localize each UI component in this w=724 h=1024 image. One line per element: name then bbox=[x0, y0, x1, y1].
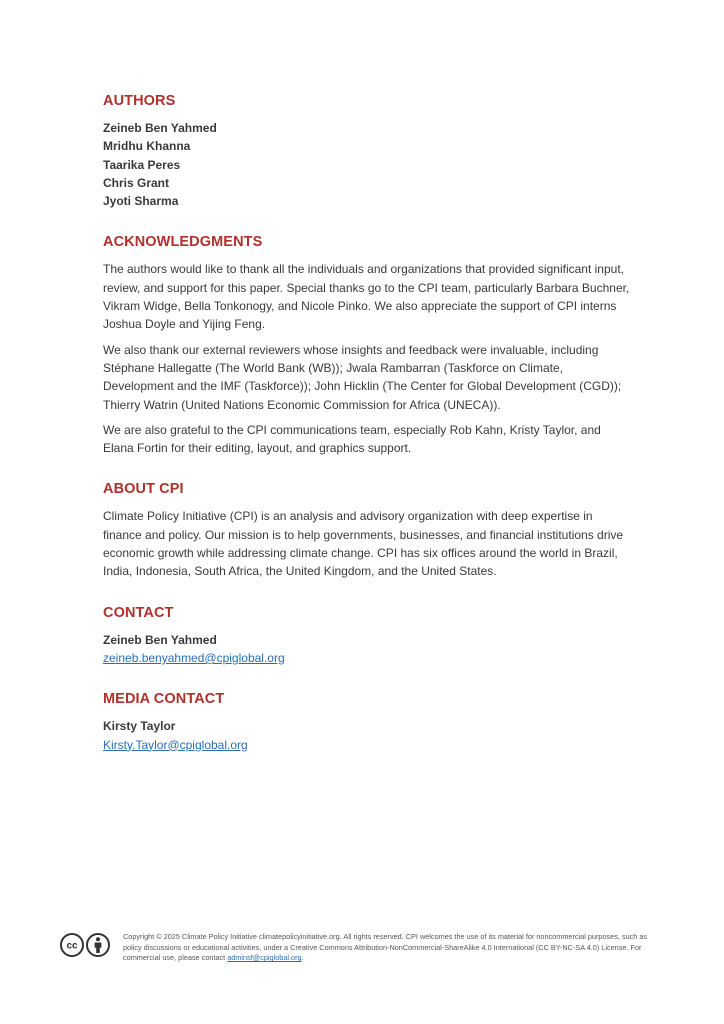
license-statement: Copyright © 2025 Climate Policy Initiative climatepolicyinitiative.org. All rights reserved. CPI welcomes the use of its material for noncommercial purposes, such as policy discussions or educational activities, under a Creative Commons Attribution-NonCommercial-ShareAlike 4.0 International (CC BY-NC-SA 4.0) License. For commercial use, please contact bbox=[123, 932, 648, 963]
license-text bbox=[123, 932, 659, 964]
about-section bbox=[103, 479, 633, 580]
contact-section bbox=[103, 603, 633, 668]
license-email-link[interactable]: adminsf@cpiglobal.org bbox=[227, 953, 302, 963]
cc-symbol: cc bbox=[66, 940, 78, 952]
author-name: Zeineb Ben Yahmed bbox=[103, 121, 217, 135]
author-name: Chris Grant bbox=[103, 175, 170, 190]
contact-email-link[interactable]: zeineb.benyahmed@cpiglobal.org bbox=[103, 650, 285, 665]
authors-list bbox=[103, 119, 633, 210]
authors-section bbox=[103, 91, 633, 210]
footer bbox=[60, 932, 660, 972]
contact-heading: CONTACT bbox=[103, 604, 174, 621]
acknowledgments-paragraph: We also thank our external reviewers whose insights and feedback were invaluable, including Stéphane Hallegatte (The World Bank (WB)); Jwala Rambarran (Taskforce on Climate, Development and the IMF (Taskforce)); John Hicklin (The Center for Global Development (CGD)); Thierry Watrin (United Nations Economic Commission for Africa (UNECA)). bbox=[103, 342, 622, 412]
media-contact-section bbox=[103, 689, 633, 754]
acknowledgments-section bbox=[103, 232, 633, 457]
creative-commons-logo bbox=[60, 932, 112, 958]
acknowledgments-paragraph: We are also grateful to the CPI communications team, especially Rob Kahn, Kristy Taylor, and Elana Fortin for their editing, layout, and graphics support. bbox=[103, 422, 601, 456]
about-paragraph: Climate Policy Initiative (CPI) is an analysis and advisory organization with deep expertise in finance and policy. Our mission is to help governments, businesses, and financial institutions drive economic growth while addressing climate change. CPI has six offices around the world in Brazil, India, Indonesia, South Africa, the United Kingdom, and the United States. bbox=[103, 509, 624, 579]
acknowledgments-paragraph: The authors would like to thank all the individuals and organizations that provided significant input, review, and support for this paper. Special thanks go to the CPI team, particularly Barbara Buchner, Vikram Widge, Bella Tonkonogy, and Nicole Pinko. We also appreciate the support of CPI interns Joshua Doyle and Yijing Feng. bbox=[103, 262, 630, 332]
contact-name: Zeineb Ben Yahmed bbox=[103, 632, 217, 647]
media-contact-email-link[interactable]: Kirsty.Taylor@cpiglobal.org bbox=[103, 737, 248, 752]
author-name: Taarika Peres bbox=[103, 157, 181, 172]
authors-heading: AUTHORS bbox=[103, 93, 176, 109]
about-heading: ABOUT CPI bbox=[103, 481, 184, 498]
document-page bbox=[103, 91, 633, 776]
author-name: Mridhu Khanna bbox=[103, 139, 191, 154]
media-contact-heading: MEDIA CONTACT bbox=[103, 691, 225, 708]
acknowledgments-heading: ACKNOWLEDGMENTS bbox=[103, 234, 263, 251]
media-contact-name: Kirsty Taylor bbox=[103, 719, 176, 734]
license-end: . bbox=[301, 953, 304, 963]
attribution-person-icon bbox=[87, 934, 109, 956]
author-name: Jyoti Sharma bbox=[103, 194, 179, 209]
cc-icon bbox=[61, 934, 83, 956]
